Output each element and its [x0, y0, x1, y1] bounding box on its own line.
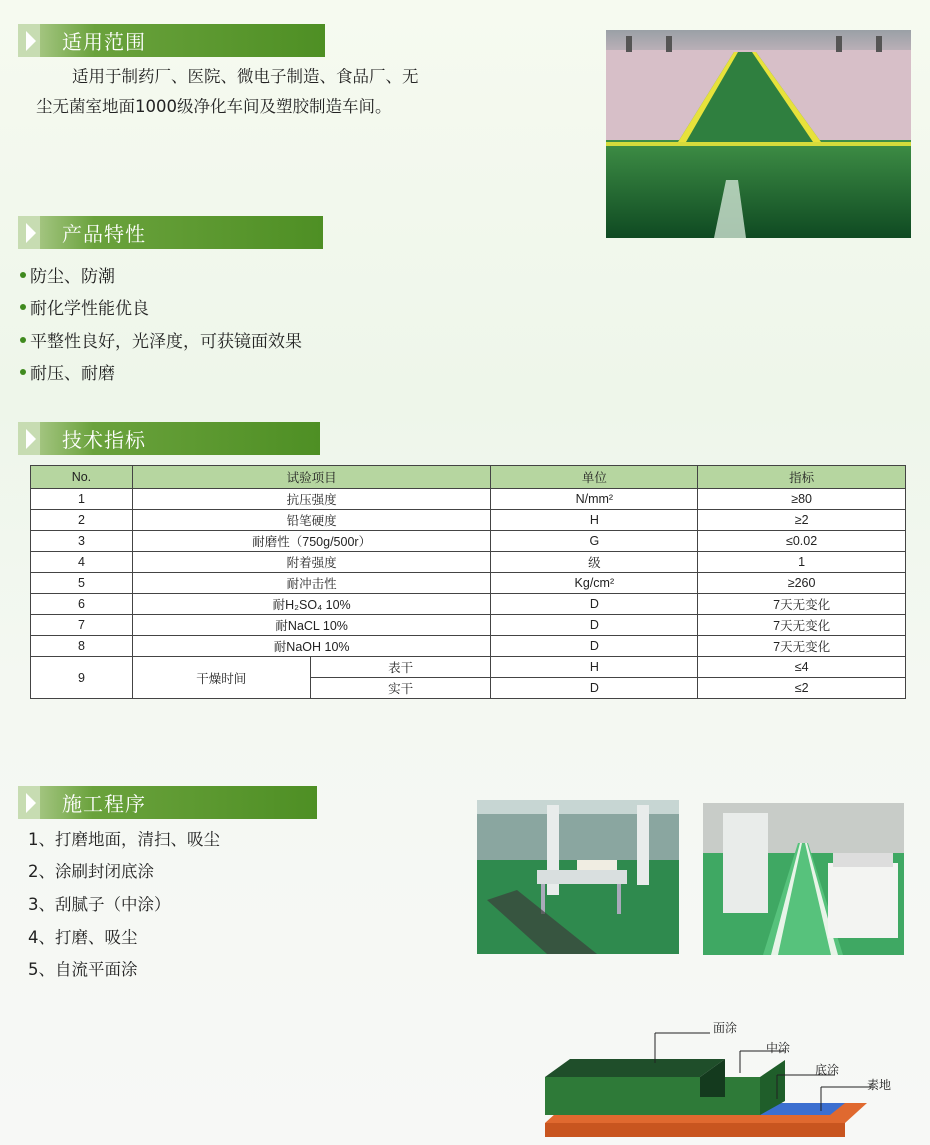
feature-item: 防尘、防潮 — [20, 262, 115, 287]
feature-item: 平整性良好，光泽度，可获镜面效果 — [20, 327, 302, 352]
photo-corridor — [703, 803, 904, 955]
scope-line-2: 尘无菌室地面1000级净化车间及塑胶制造车间。 — [36, 97, 392, 116]
section-title-tech: 技术指标 — [62, 428, 146, 452]
floor-photo-illustration — [606, 30, 911, 238]
table-row: 6 耐H₂SO₄ 10% D 7天无变化 — [31, 594, 906, 615]
table-row: 5 耐冲击性 Kg/cm² ≥260 — [31, 573, 906, 594]
header-tab — [18, 786, 40, 819]
section-title-features: 产品特性 — [62, 222, 146, 246]
bullet-dot-icon — [20, 272, 26, 278]
bullet-dot-icon — [20, 304, 26, 310]
process-step: 1、打磨地面，清扫、吸尘 — [28, 830, 220, 849]
workshop-photo-illustration — [477, 800, 679, 954]
header-tab — [18, 422, 40, 455]
table-header-row — [31, 466, 906, 489]
col-header-item: 试验项目 — [132, 466, 491, 489]
bullet-dot-icon — [20, 337, 26, 343]
header-tab — [18, 216, 40, 249]
process-step: 3、刮腻子（中涂） — [28, 895, 171, 914]
bullet-dot-icon — [20, 369, 26, 375]
process-step: 4、打磨、吸尘 — [28, 928, 138, 947]
chevron-right-icon — [26, 31, 36, 51]
table-row: 8 耐NaOH 10% D 7天无变化 — [31, 636, 906, 657]
table-row: 9 干燥时间 表干 H ≤4 — [31, 657, 906, 678]
table-row: 4 附着强度 级 1 — [31, 552, 906, 573]
section-title-scope: 适用范围 — [62, 30, 146, 54]
feature-item: 耐压、耐磨 — [20, 359, 115, 384]
section-header-scope — [18, 24, 325, 57]
chevron-right-icon — [26, 429, 36, 449]
layer-diagram — [545, 1015, 920, 1140]
section-title-process: 施工程序 — [62, 792, 146, 816]
section-header-process — [18, 786, 317, 819]
photo-workshop — [477, 800, 679, 954]
table-row: 1 抗压强度 N/mm² ≥80 — [31, 489, 906, 510]
spec-table — [30, 465, 906, 699]
header-tab — [18, 24, 40, 57]
table-row: 2 铅笔硬度 H ≥2 — [31, 510, 906, 531]
photo-cleanroom-floor — [606, 30, 911, 238]
chevron-right-icon — [26, 223, 36, 243]
chevron-right-icon — [26, 793, 36, 813]
process-step: 2、涂刷封闭底涂 — [28, 862, 154, 881]
process-step: 5、自流平面涂 — [28, 960, 138, 979]
table-row: 7 耐NaCL 10% D 7天无变化 — [31, 615, 906, 636]
label-ground: 素地 — [867, 1078, 892, 1092]
section-header-tech — [18, 422, 320, 455]
col-header-unit: 单位 — [491, 466, 698, 489]
label-base-coat: 底涂 — [815, 1063, 840, 1077]
col-header-no: No. — [31, 466, 133, 489]
scope-line-1: 适用于制药厂、医院、微电子制造、食品厂、无 — [72, 67, 419, 86]
corridor-photo-illustration — [703, 803, 904, 955]
label-top-coat: 面涂 — [713, 1021, 738, 1035]
scope-text — [36, 62, 466, 122]
table-row: 3 耐磨性（750g/500r） G ≤0.02 — [31, 531, 906, 552]
feature-item: 耐化学性能优良 — [20, 294, 149, 319]
label-mid-coat: 中涂 — [766, 1041, 791, 1055]
table-row: 实干 D ≤2 — [31, 678, 906, 699]
section-header-features — [18, 216, 323, 249]
col-header-value: 指标 — [698, 466, 906, 489]
